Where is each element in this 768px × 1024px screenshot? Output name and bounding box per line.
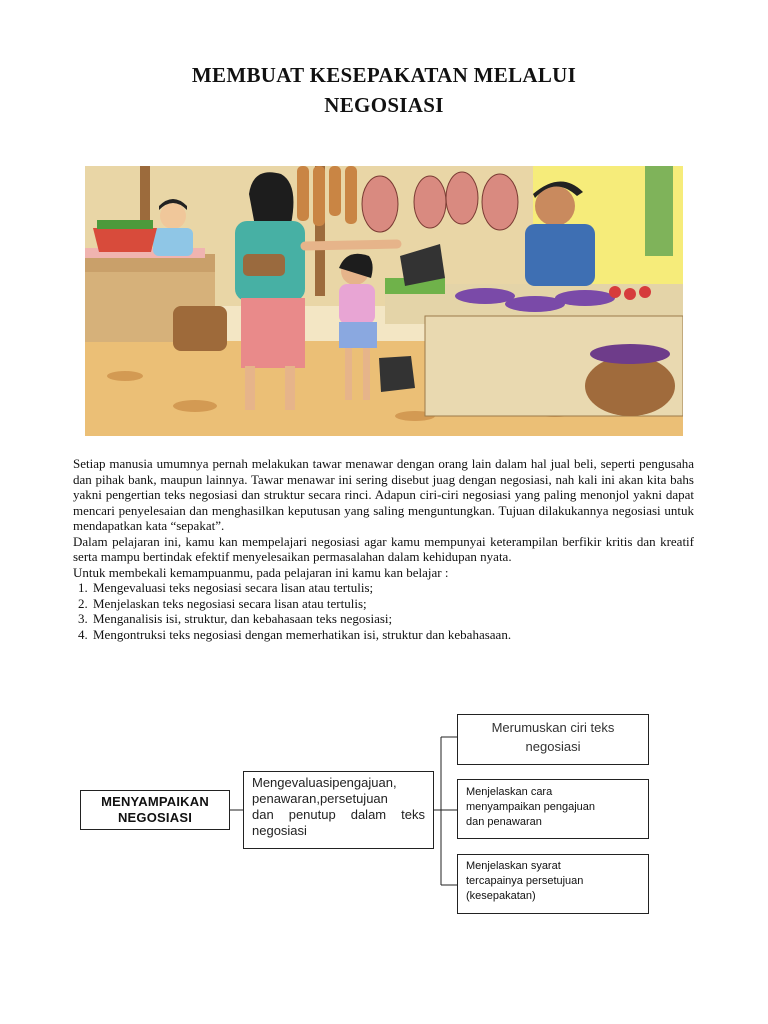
paragraph-purpose: Dalam pelajaran ini, kamu kan mempelajari negosiasi agar kamu mempunyai keterampilan berfikir kritis dan kreatif serta mampu bertindak efektif menyelesaikan permasalahan dalam kehidupan nyata. — [73, 533, 694, 564]
paragraph-intro: Setiap manusia umumnya pernah melakukan tawar menawar dengan orang lain dalam hal jual beli, seperti pengusaha dan pihak bank, maupun lainnya. Tawar menawar ini sering disebut juag dengan negosiasi, nah kali ini akan kita bahs yakni pengertian teks negosiasi dan struktur secara rinci. Adapun ciri-ciri negosiasi yang paling menonjol yakni dapat mencari penyelesaian dan menghasilkan keputusan yang saling menguntungkan. Tujuan dilakukannya negosiasi untuk mendapatkan kata “sepakat”. — [73, 456, 694, 533]
right-box-1-line-1: Merumuskan ciri teks — [491, 720, 615, 735]
right-box-3-line-2: tercapainya persetujuan — [466, 875, 584, 887]
title-line-2: NEGOSIASI — [324, 93, 444, 117]
middle-box-line-1: Mengevaluasipengajuan, — [252, 775, 397, 790]
right-box-2-line-1: Menjelaskan cara — [466, 786, 553, 798]
right-box-1-line-2: negosiasi — [525, 739, 581, 754]
paragraph-list-intro: Untuk membekali kemampuanmu, pada pelajaran ini kamu kan belajar : — [73, 564, 449, 580]
list-item: 3. Menganalisis isi, struktur, dan kebahasaan teks negosiasi; — [91, 611, 694, 627]
learning-list — [73, 580, 694, 642]
middle-box-line-3: dan penutup dalam teks — [252, 807, 425, 822]
middle-box-line-4: negosiasi — [252, 823, 307, 838]
market-illustration — [85, 166, 683, 436]
body-text — [73, 456, 694, 642]
main-box-line-2: NEGOSIASI — [117, 810, 193, 825]
diagram-main-box — [80, 790, 230, 830]
right-box-2-line-2: menyampaikan pengajuan — [466, 801, 596, 813]
right-box-3-line-1: Menjelaskan syarat — [466, 860, 561, 872]
diagram-middle-box — [243, 771, 434, 849]
right-box-2-line-3: dan penawaran — [466, 816, 542, 828]
middle-box-line-2: penawaran,persetujuan — [252, 791, 388, 806]
diagram-right-box-1 — [457, 714, 649, 765]
main-box-line-1: MENYAMPAIKAN — [101, 794, 209, 809]
list-item: 1. Mengevaluasi teks negosiasi secara lisan atau tertulis; — [91, 580, 694, 596]
diagram-right-box-2 — [457, 779, 649, 839]
list-item: 4. Mengontruksi teks negosiasi dengan memerhatikan isi, struktur dan kebahasaan. — [91, 627, 694, 643]
diagram-right-box-3 — [457, 854, 649, 914]
title-line-1: MEMBUAT KESEPAKATAN MELALUI — [191, 63, 577, 87]
right-box-3-line-3: (kesepakatan) — [466, 890, 536, 902]
page-title — [100, 60, 668, 120]
list-item: 2. Menjelaskan teks negosiasi secara lisan atau tertulis; — [91, 596, 694, 612]
